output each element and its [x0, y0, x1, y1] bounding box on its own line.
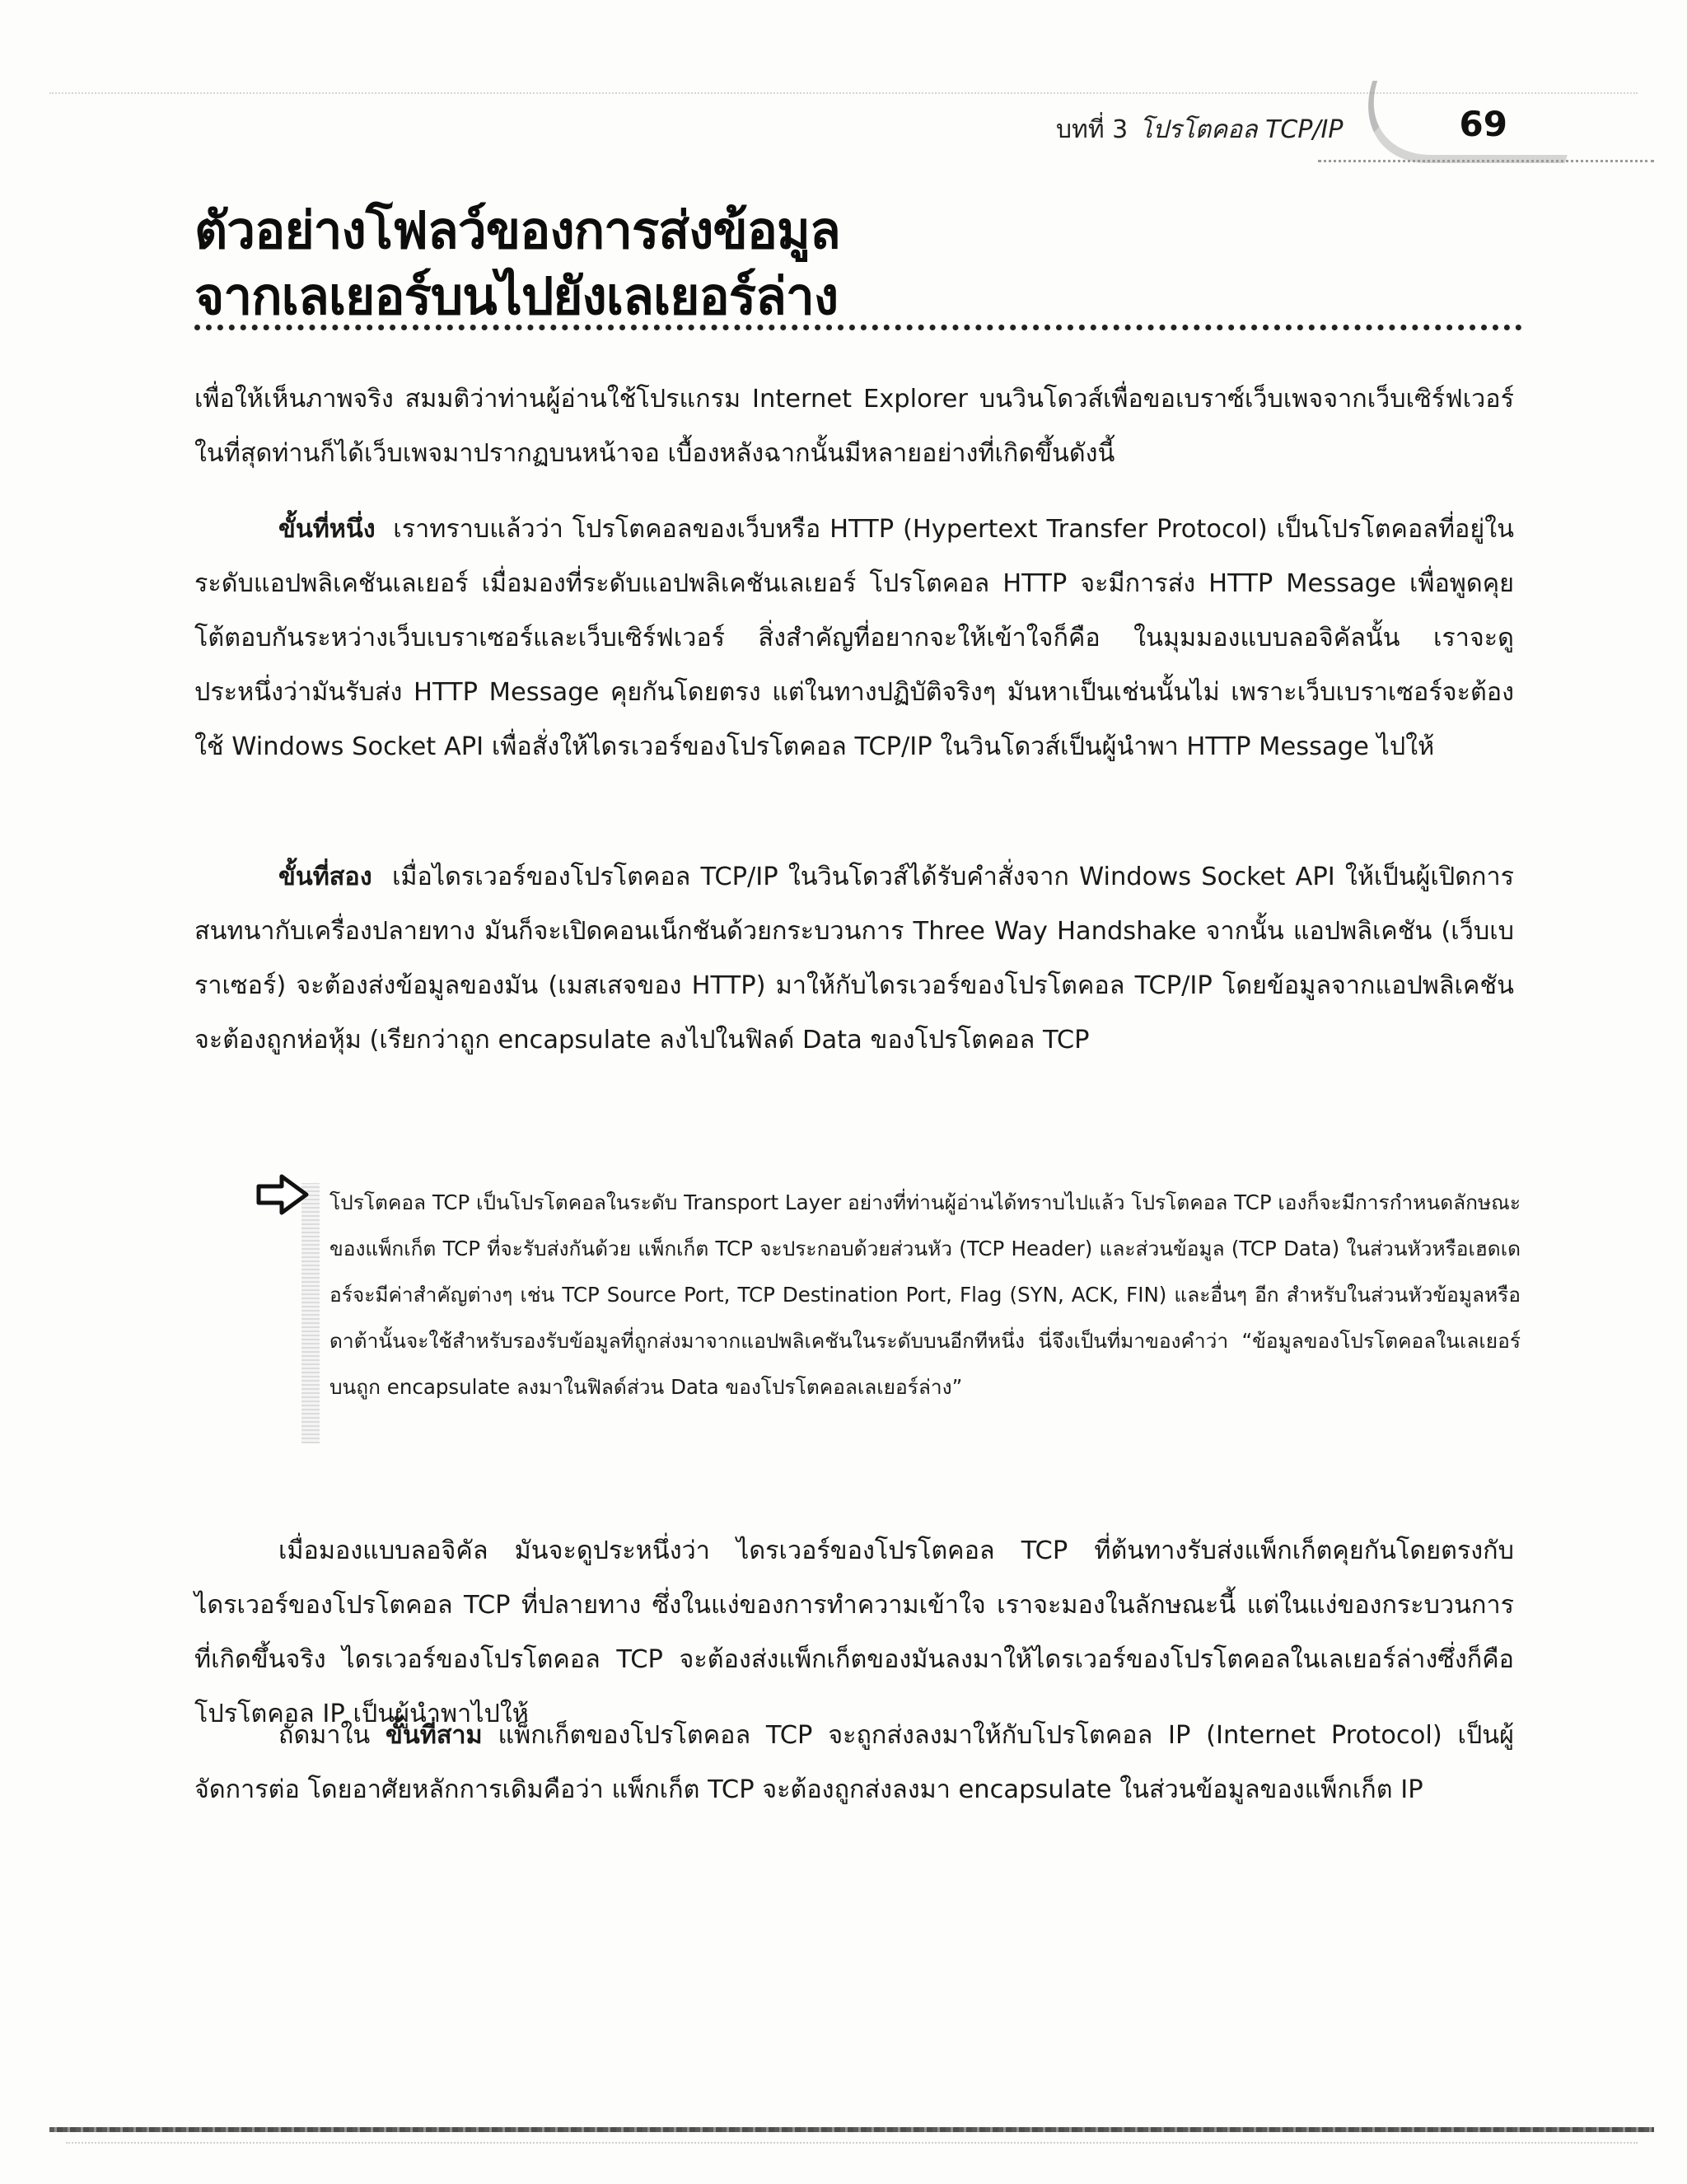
step-one-heading: ขั้นที่หนึ่ง [278, 515, 376, 544]
note-box [254, 1168, 1526, 1465]
step-one-text: เราทราบแล้วว่า โปรโตคอลของเว็บหรือ HTTP (Hypertext Transfer Protocol) เป็นโปรโตคอลที่อยู่ในระดับแอปพลิเคชันเลเยอร์ เมื่อมองที่ระดับแอปพลิเคชันเลเยอร์ โปรโตคอล HTTP จะมีการส่ง HTTP Message เพื่อพูดคุยโต้ตอบกันระหว่างเว็บเบราเซอร์และเว็บเซิร์ฟเวอร์ สิ่งสำคัญที่อยากจะให้เข้าใจก็คือ ในมุมมองแบบลอจิคัลนั้น เราจะดูประหนึ่งว่ามันรับส่ง HTTP Message คุยกันโดยตรง แต่ในทางปฏิบัติจริงๆ มันหาเป็นเช่นนั้นไม่ เพราะเว็บเบราเซอร์จะต้องใช้ Windows Socket API เพื่อสั่งให้ไดรเวอร์ของโปรโตคอล TCP/IP ในวินโดวส์เป็นผู้นำพา HTTP Message ไปให้ [194, 515, 1514, 761]
chapter-number: บทที่ 3 [1056, 115, 1129, 144]
page-number: 69 [1459, 104, 1507, 144]
paragraph-step-one [194, 503, 1514, 774]
paragraph-step-three [194, 1709, 1514, 1817]
note-text: โปรโตคอล TCP เป็นโปรโตคอลในระดับ Transport Layer อย่างที่ท่านผู้อ่านได้ทราบไปแล้ว โปรโตคอล TCP เองก็จะมีการกำหนดลักษณะของแพ็กเก็ต TCP ที่จะรับส่งกันด้วย แพ็กเก็ต TCP จะประกอบด้วยส่วนหัว (TCP Header) และส่วนข้อมูล (TCP Data) ในส่วนหัวหรือเฮดเดอร์จะมีค่าสำคัญต่างๆ เช่น TCP Source Port, TCP Destination Port, Flag (SYN, ACK, FIN) และอื่นๆ อีก สำหรับในส่วนหัวข้อมูลหรือดาต้านั้นจะใช้สำหรับรองรับข้อมูลที่ถูกส่งมาจากแอปพลิเคชันในระดับบนอีกทีหนึ่ง นี่จึงเป็นที่มาของคำว่า “ข้อมูลของโปรโตคอลในเลเยอร์บนถูก encapsulate ลงมาในฟิลด์ส่วน Data ของโปรโตคอลเลเยอร์ล่าง” [329, 1190, 1521, 1399]
running-header [1038, 105, 1631, 147]
logical-view-text: เมื่อมองแบบลอจิคัล มันจะดูประหนึ่งว่า ไดรเวอร์ของโปรโตคอล TCP ที่ต้นทางรับส่งแพ็กเก็ตคุยกันโดยตรงกับไดรเวอร์ของโปรโตคอล TCP ที่ปลายทาง ซึ่งในแง่ของการทำความเข้าใจ เราจะมองในลักษณะนี้ แต่ในแง่ของกระบวนการที่เกิดขึ้นจริง ไดรเวอร์ของโปรโตคอล TCP จะต้องส่งแพ็กเก็ตของมันลงมาให้ไดรเวอร์ของโปรโตคอลในเลเยอร์ล่างซึ่งก็คือโปรโตคอล IP เป็นผู้นำพาไปให้ [194, 1536, 1514, 1728]
section-title-line-2: จากเลเยอร์บนไปยังเลเยอร์ล่าง [194, 266, 839, 326]
step-three-prefix: ถัดมาใน [278, 1721, 371, 1750]
chapter-title: โปรโตคอล TCP/IP [1139, 115, 1344, 144]
step-two-heading: ขั้นที่สอง [278, 863, 372, 891]
section-title [194, 198, 1521, 330]
chapter-label [1056, 110, 1344, 149]
paragraph-intro-text: เพื่อให้เห็นภาพจริง สมมติว่าท่านผู้อ่านใช้โปรแกรม Internet Explorer บนวินโดวส์เพื่อขอเบราซ์เว็บเพจจากเว็บเซิร์ฟเวอร์ ในที่สุดท่านก็ได้เว็บเพจมาปรากฏบนหน้าจอ เบื้องหลังฉากนั้นมีหลายอย่างที่เกิดขึ้นดังนี้ [194, 385, 1514, 468]
scan-noise-bottom [66, 2142, 1638, 2144]
header-rule [1318, 160, 1654, 162]
step-two-text: เมื่อไดรเวอร์ของโปรโตคอล TCP/IP ในวินโดวส์ได้รับคำสั่งจาก Windows Socket API ให้เป็นผู้เปิดการสนทนากับเครื่องปลายทาง มันก็จะเปิดคอนเน็กชันด้วยกระบวนการ Three Way Handshake จากนั้น แอปพลิเคชัน (เว็บเบราเซอร์) จะต้องส่งข้อมูลของมัน (เมสเสจของ HTTP) มาให้กับไดรเวอร์ของโปรโตคอล TCP/IP โดยข้อมูลจากแอปพลิเคชันจะต้องถูกห่อหุ้ม (เรียกว่าถูก encapsulate ลงไปในฟิลด์ Data ของโปรโตคอล TCP [194, 863, 1514, 1055]
right-arrow-outline-icon [254, 1170, 313, 1219]
note-side-shading [301, 1183, 320, 1443]
title-dotted-rule [194, 325, 1522, 330]
paragraph-intro [194, 372, 1514, 481]
step-three-heading: ขั้นที่สาม [386, 1721, 483, 1750]
paragraph-step-two [194, 850, 1514, 1068]
bottom-scan-edge [49, 2127, 1654, 2132]
step-three-text: แพ็กเก็ตของโปรโตคอล TCP จะถูกส่งลงมาให้กับโปรโตคอล IP (Internet Protocol) เป็นผู้จัดการต่อ โดยอาศัยหลักการเดิมคือว่า แพ็กเก็ต TCP จะต้องถูกส่งลงมา encapsulate ในส่วนข้อมูลของแพ็กเก็ต IP [194, 1721, 1514, 1804]
section-title-line-1: ตัวอย่างโฟลว์ของการส่งข้อมูล [194, 200, 840, 260]
